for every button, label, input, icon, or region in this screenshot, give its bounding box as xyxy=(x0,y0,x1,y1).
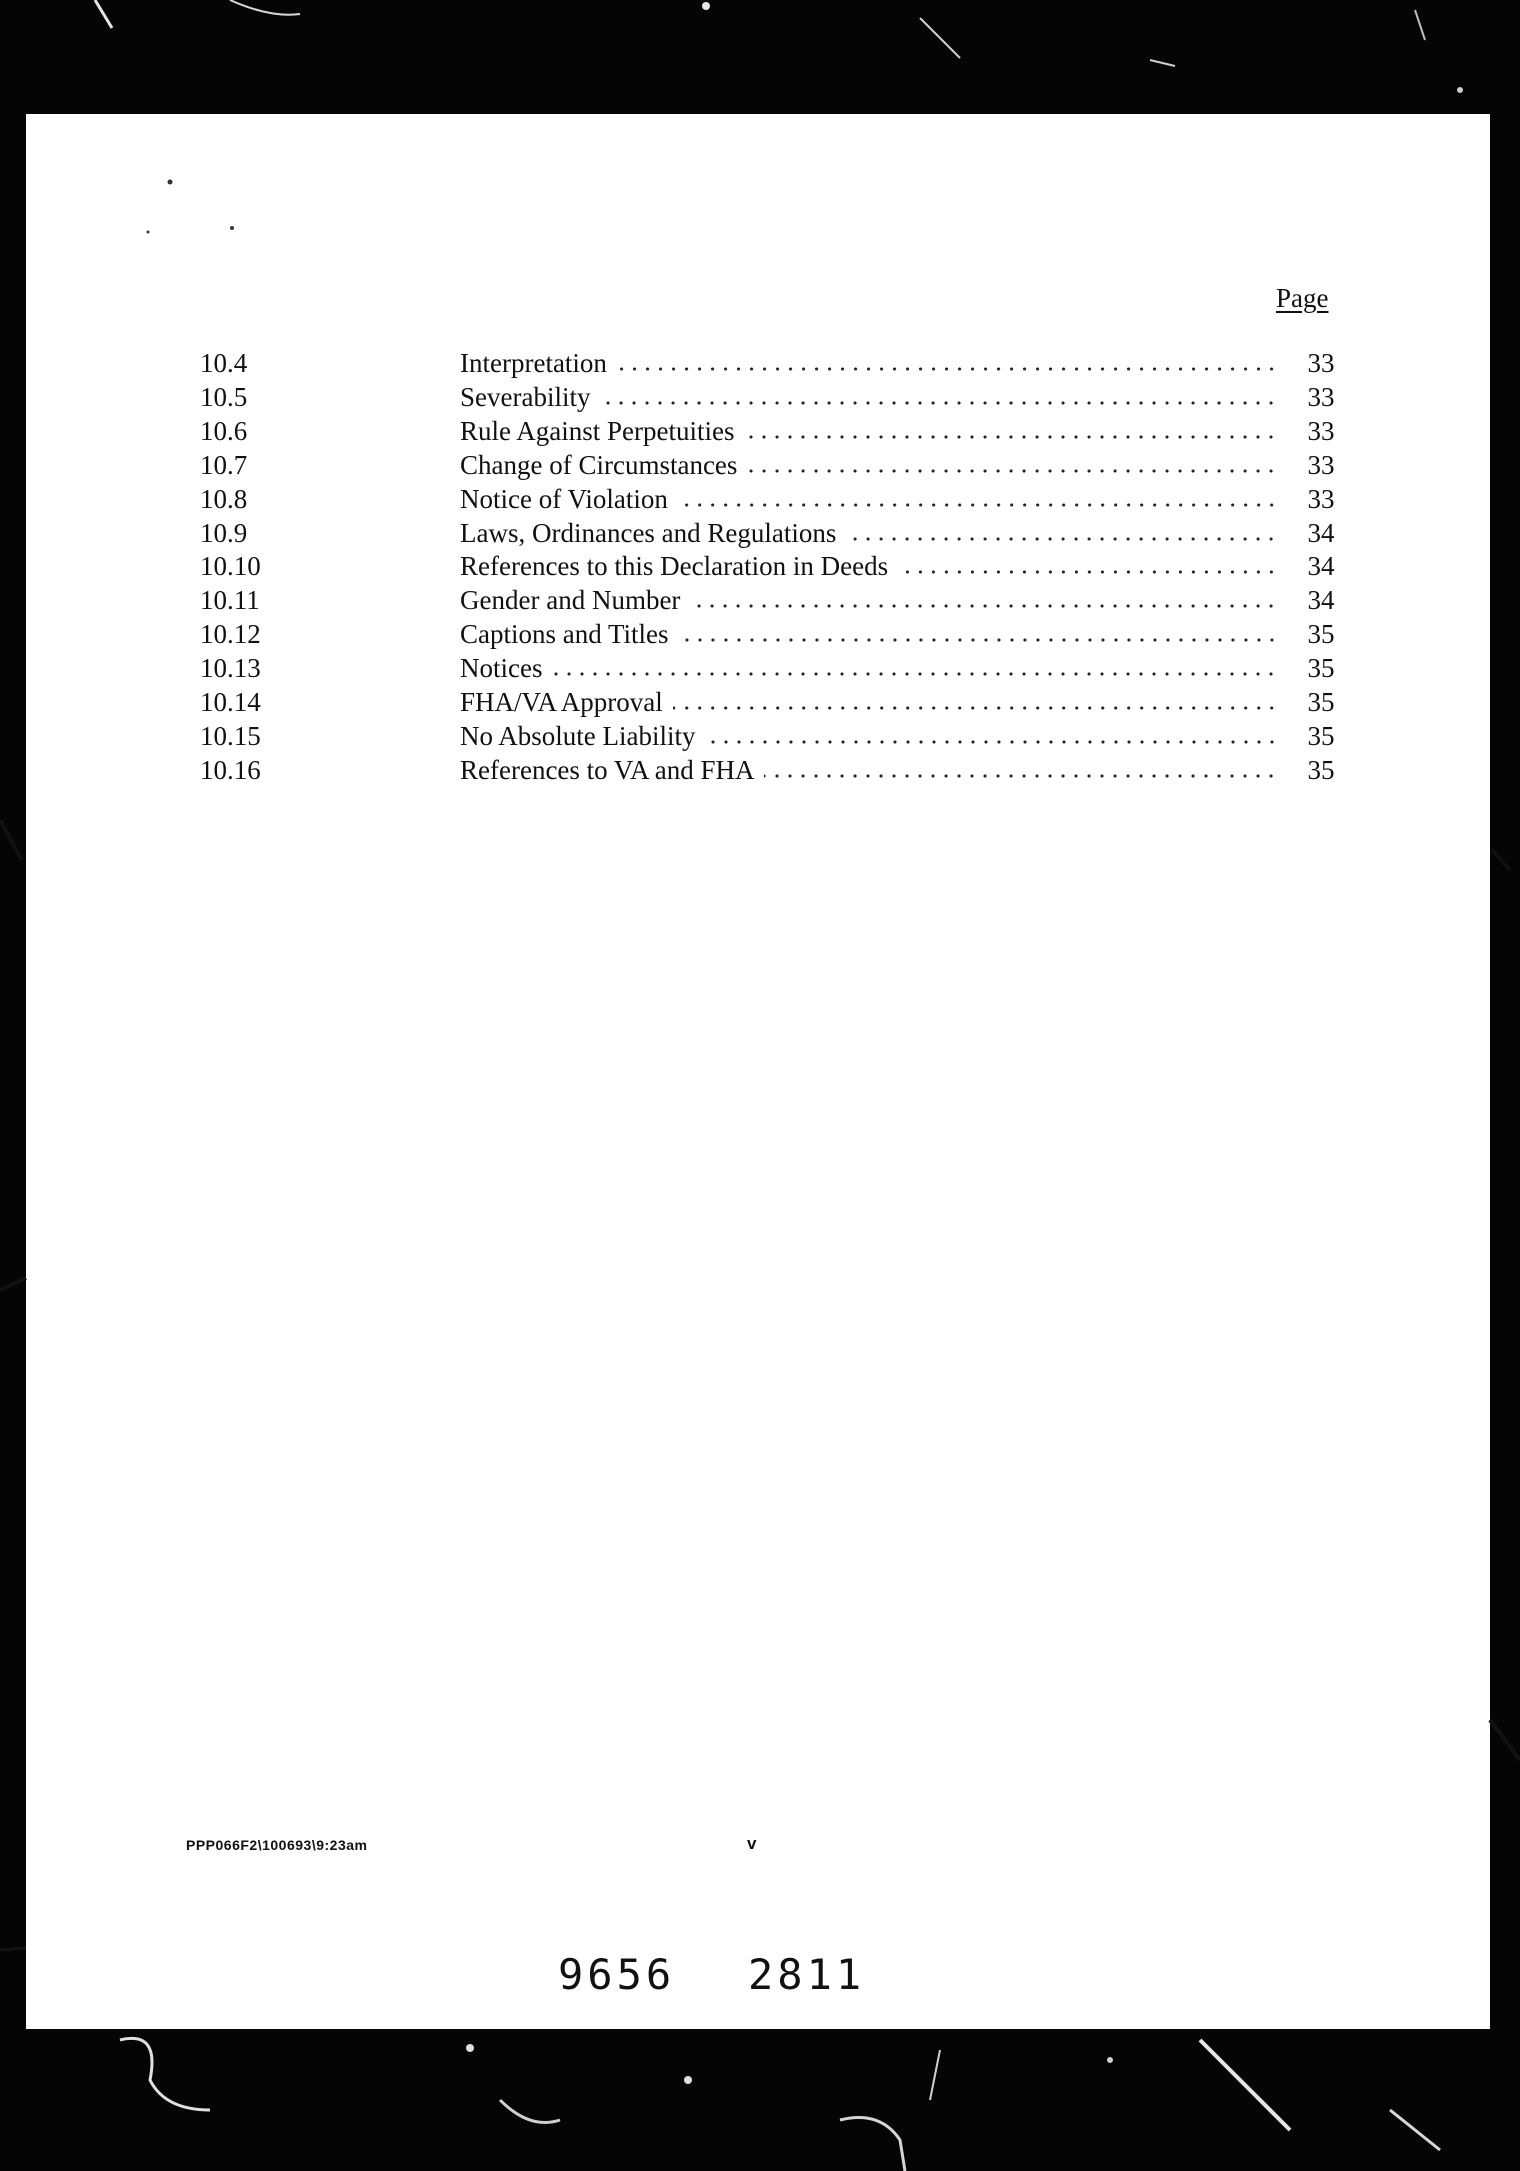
toc-title-leader xyxy=(460,721,1278,752)
toc-page-number: 33 xyxy=(1307,381,1335,412)
toc-section-title: Captions and Titles xyxy=(460,619,679,650)
toc-dot-leader xyxy=(846,520,1278,542)
toc-title-leader xyxy=(460,551,1278,582)
toc-section-number: 10.7 xyxy=(200,449,248,480)
toc-dot-leader xyxy=(679,621,1278,643)
toc-section-title: Gender and Number xyxy=(460,585,690,616)
toc-section-title: Interpretation xyxy=(460,348,617,379)
toc-section-title: FHA/VA Approval xyxy=(460,687,673,718)
toc-page-number: 35 xyxy=(1307,653,1335,684)
toc-section-number: 10.12 xyxy=(200,619,261,650)
page-column-heading: Page xyxy=(1276,283,1329,313)
toc-page-number: 33 xyxy=(1307,348,1335,378)
toc-section-number: 10.11 xyxy=(200,585,260,616)
toc-section-title: References to VA and FHA xyxy=(460,755,764,786)
toc-section-title: Notice of Violation xyxy=(460,484,678,515)
toc-page-number: 35 xyxy=(1307,619,1335,650)
toc-row xyxy=(0,518,1520,552)
toc-row xyxy=(0,551,1520,585)
toc-dot-leader xyxy=(552,655,1278,677)
toc-row xyxy=(0,348,1520,382)
toc-row xyxy=(0,382,1520,416)
toc-section-number: 10.5 xyxy=(200,381,248,412)
toc-page-number: 35 xyxy=(1307,754,1335,785)
toc-page-number: 33 xyxy=(1307,483,1335,514)
toc-row xyxy=(0,450,1520,484)
toc-row xyxy=(0,619,1520,653)
footer-page-number: v xyxy=(747,1834,757,1853)
toc-title-leader xyxy=(460,450,1278,481)
toc-dot-leader xyxy=(690,587,1278,609)
toc-section-title: Notices xyxy=(460,653,552,684)
toc-section-title: Change of Circumstances xyxy=(460,450,747,481)
toc-section-number: 10.4 xyxy=(200,348,248,378)
toc-title-leader xyxy=(460,518,1278,549)
toc-title-leader xyxy=(460,348,1278,379)
toc-row xyxy=(0,721,1520,755)
toc-page-number: 35 xyxy=(1307,720,1335,751)
toc-section-number: 10.6 xyxy=(200,415,248,446)
toc-dot-leader xyxy=(706,723,1279,745)
toc-section-number: 10.9 xyxy=(200,517,248,548)
toc-dot-leader xyxy=(600,384,1278,406)
toc-row xyxy=(0,755,1520,789)
toc-title-leader xyxy=(460,755,1278,786)
toc-row xyxy=(0,653,1520,687)
footer-document-code: PPP066F2\100693\9:23am xyxy=(186,1837,368,1853)
toc-section-number: 10.13 xyxy=(200,653,261,684)
toc-section-number: 10.10 xyxy=(200,551,261,582)
toc-title-leader xyxy=(460,653,1278,684)
toc-page-number: 34 xyxy=(1307,585,1335,616)
toc-section-title: Severability xyxy=(460,382,600,413)
toc-page-number: 35 xyxy=(1307,687,1335,717)
stamp-number-right: 2811 xyxy=(748,1950,866,1999)
toc-section-title: No Absolute Liability xyxy=(460,721,706,752)
toc-section-number: 10.14 xyxy=(200,687,261,717)
toc-dot-leader xyxy=(744,418,1278,440)
toc-dot-leader xyxy=(673,689,1278,711)
toc-row xyxy=(0,687,1520,721)
toc-title-leader xyxy=(460,687,1278,718)
toc-dot-leader xyxy=(747,452,1278,474)
toc-title-leader xyxy=(460,484,1278,515)
toc-row xyxy=(0,484,1520,518)
toc-dot-leader xyxy=(678,486,1278,508)
toc-page-number: 33 xyxy=(1307,449,1335,480)
toc-title-leader xyxy=(460,619,1278,650)
toc-page-number: 34 xyxy=(1307,551,1335,582)
toc-dot-leader xyxy=(764,757,1278,779)
toc-dot-leader xyxy=(898,553,1278,575)
toc-section-number: 10.15 xyxy=(200,720,261,751)
toc-section-title: Rule Against Perpetuities xyxy=(460,416,744,447)
stamp-number-left: 9656 xyxy=(558,1950,676,1999)
toc-title-leader xyxy=(460,382,1278,413)
toc-page-number: 33 xyxy=(1307,415,1335,446)
toc-title-leader xyxy=(460,585,1278,616)
toc-section-number: 10.16 xyxy=(200,754,261,785)
toc-dot-leader xyxy=(617,350,1278,372)
toc-section-title: Laws, Ordinances and Regulations xyxy=(460,518,846,549)
toc-row xyxy=(0,585,1520,619)
toc-row xyxy=(0,416,1520,450)
toc-title-leader xyxy=(460,416,1278,447)
toc-page-number: 34 xyxy=(1307,517,1335,548)
toc-section-title: References to this Declaration in Deeds xyxy=(460,551,898,582)
toc-section-number: 10.8 xyxy=(200,483,248,514)
